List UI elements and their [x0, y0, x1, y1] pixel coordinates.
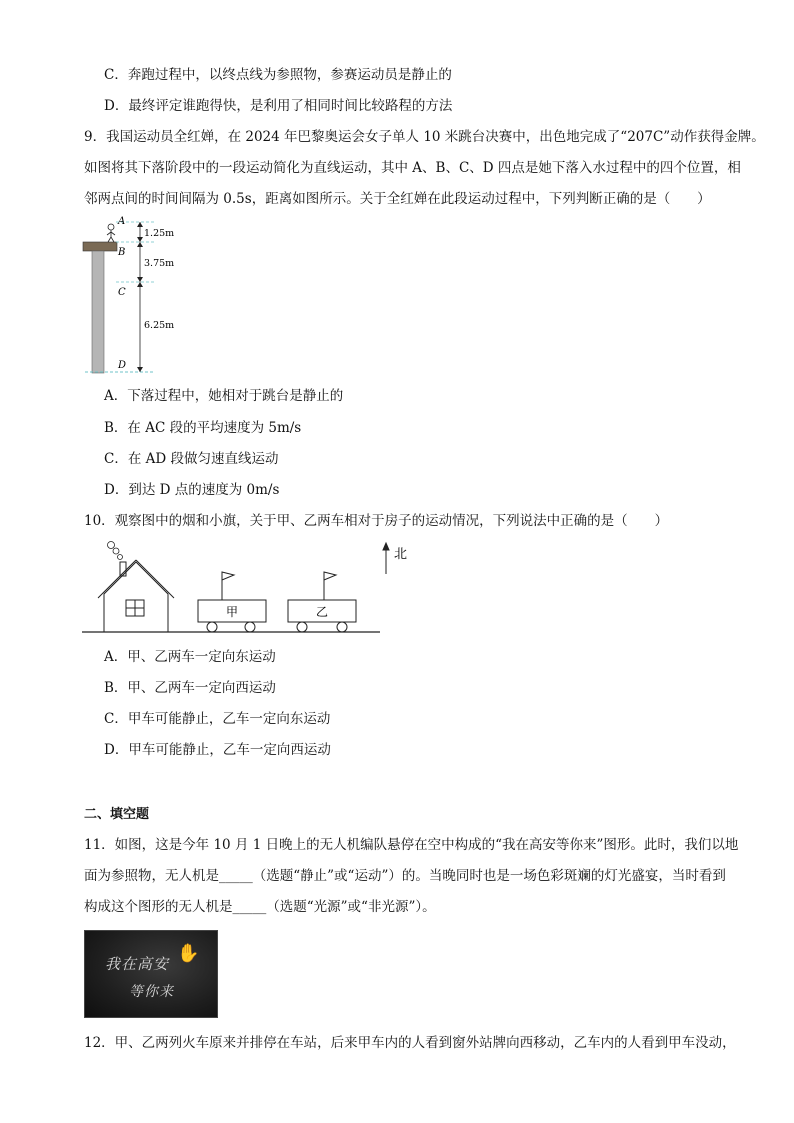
point-d-label: D: [118, 360, 127, 371]
point-a-label: A: [118, 216, 126, 227]
q9-option-b: B．在 AC 段的平均速度为 5m/s: [104, 420, 302, 436]
hand-icon: ✋: [177, 943, 200, 964]
distance-cd-label: 6.25m: [144, 320, 175, 331]
q8-option-d: D．最终评定谁跑得快，是利用了相同时间比较路程的方法: [104, 98, 453, 114]
q11-stem-line2: 面为参照物，无人机是_____（选题“静止”或“运动”）的。当晚同时也是一场色彩斑斓的灯光盛宴，当时看到: [84, 868, 726, 884]
car-yi-label: 乙: [316, 605, 329, 619]
photo-text-line1: 我在高安: [105, 955, 170, 973]
drone-formation-photo: [84, 930, 218, 1018]
q9-stem-line2: 如图将其下落阶段中的一段运动简化为直线运动，其中 A、B、C、D 四点是她下落入水过程中的四个位置，相: [84, 160, 741, 176]
section-heading: 二、填空题: [84, 807, 150, 822]
q11-stem-line1: 11．如图，这是今年 10 月 1 日晚上的无人机编队悬停在空中构成的“我在高安等你来”图形。此时，我们以地: [84, 837, 739, 853]
q9-option-c: C．在 AD 段做匀速直线运动: [104, 451, 279, 467]
chimney-smoke: [108, 542, 123, 560]
q10-option-b: B．甲、乙两车一定向西运动: [104, 680, 276, 696]
diving-platform: [83, 242, 117, 251]
distance-bc-label: 3.75m: [144, 258, 175, 269]
q10-option-d: D．甲车可能静止，乙车一定向西运动: [104, 742, 331, 758]
q10-house-cars-figure: [80, 540, 420, 636]
north-arrow: [383, 543, 389, 574]
photo-text-line2: 等你来: [129, 984, 174, 1000]
q9-stem-line1: 9．我国运动员全红婵，在 2024 年巴黎奥运会女子单人 10 米跳台决赛中，出色地完成了“207C”动作获得金牌。: [84, 129, 765, 145]
car-jia: [198, 572, 266, 632]
q10-option-a: A．甲、乙两车一定向东运动: [104, 649, 276, 665]
q10-stem-line1: 10．观察图中的烟和小旗，关于甲、乙两车相对于房子的运动情况，下列说法中正确的是（ ）: [84, 513, 669, 529]
car-jia-label: 甲: [226, 605, 239, 619]
diving-tower-pillar: [92, 251, 104, 373]
q9-diving-figure: [80, 214, 190, 376]
point-c-label: C: [118, 287, 126, 298]
q11-stem-line3: 构成这个图形的无人机是_____（选题“光源”或“非光源”）。: [84, 899, 436, 915]
house: [98, 560, 174, 632]
distance-ab-label: 1.25m: [144, 228, 175, 239]
q8-option-c: C．奔跑过程中，以终点线为参照物，参赛运动员是静止的: [104, 67, 452, 83]
q9-option-a: A．下落过程中，她相对于跳台是静止的: [104, 388, 344, 404]
point-b-label: B: [118, 247, 126, 258]
q12-stem-line1: 12．甲、乙两列火车原来并排停在车站，后来甲车内的人看到窗外站牌向西移动，乙车内的人看到甲车没动，: [84, 1035, 736, 1051]
north-label: 北: [394, 547, 408, 562]
q10-option-c: C．甲车可能静止，乙车一定向东运动: [104, 711, 331, 727]
q9-stem-line3: 邻两点间的时间间隔为 0.5s，距离如图所示。关于全红婵在此段运动过程中，下列判断正确的是（ ）: [84, 191, 711, 207]
diver-figure: [107, 224, 115, 242]
car-yi: [288, 572, 356, 632]
q9-option-d: D．到达 D 点的速度为 0m/s: [104, 482, 280, 498]
